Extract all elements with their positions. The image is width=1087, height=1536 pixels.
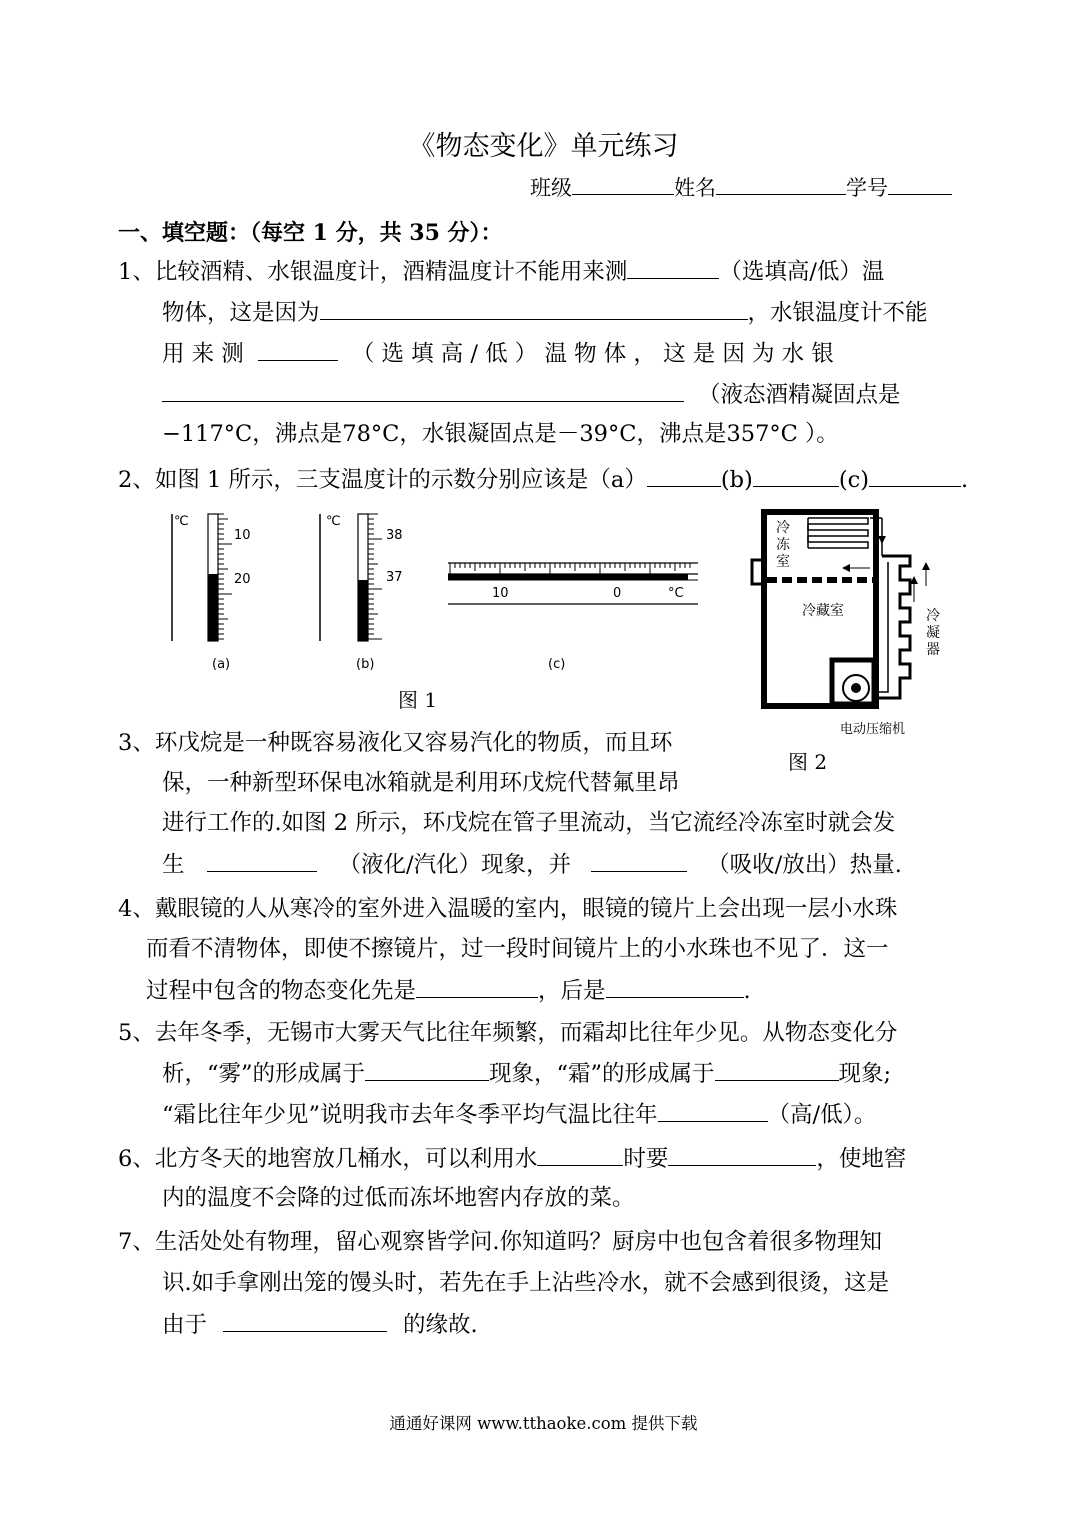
q3-blank-2[interactable]: [591, 849, 687, 872]
footer-credit: 通通好课网 www.tthaoke.com 提供下载: [389, 1414, 698, 1433]
therm-c-tick-0: 0: [613, 586, 622, 601]
compressor-label: 电动压缩机: [840, 722, 906, 737]
q5-blank-1[interactable]: [365, 1058, 489, 1081]
q6-line1: 6、北方冬天的地窖放几桶水，可以利用水 时要 ，使地窖: [118, 1143, 906, 1174]
q4-blank-2[interactable]: [606, 975, 744, 998]
q1-blank-4[interactable]: [162, 379, 684, 402]
q2-line: 2、如图 1 所示，三支温度计的示数分别应该是（a） (b) (c) .: [118, 464, 968, 495]
therm-c-tick-10: 10: [492, 586, 509, 601]
q1-line1: 1、比较酒精、水银温度计，酒精温度计不能用来测 （选填高/低）温: [118, 256, 884, 287]
q1-blank-1[interactable]: [627, 256, 719, 279]
q4-line3: 过程中包含的物态变化先是 ，后是 .: [146, 975, 751, 1006]
q5-blank-3[interactable]: [658, 1099, 768, 1122]
figure-2-caption: 图 2: [788, 750, 828, 774]
q7-line3: 由于 的缘故.: [162, 1309, 478, 1340]
q7-line2: 识.如手拿刚出笼的馒头时，若先在手上沾些冷水，就不会感到很烫，这是: [162, 1270, 890, 1296]
q3-line4: 生 （液化/汽化）现象，并 （吸收/放出）热量.: [162, 849, 902, 880]
name-label: 姓名: [674, 176, 716, 200]
freezer-label: 冷 冻 室: [776, 520, 790, 570]
q1-line3: 用 来 测 （ 选 填 高 / 低 ） 温 物 体 ， 这 是 因 为 水 银: [162, 338, 834, 369]
name-blank[interactable]: [716, 172, 846, 195]
q2-blank-c[interactable]: [869, 464, 961, 487]
therm-c-unit: °C: [668, 586, 684, 601]
page-title: 《物态变化》单元练习: [408, 131, 679, 162]
q5-blank-2[interactable]: [715, 1058, 839, 1081]
q6-blank-1[interactable]: [537, 1143, 623, 1166]
thermometer-b: [320, 514, 382, 641]
student-info: [530, 172, 952, 202]
q6-blank-2[interactable]: [668, 1143, 816, 1166]
q1-line4: （液态酒精凝固点是: [162, 379, 901, 410]
condenser-label: 冷 凝 器: [926, 608, 940, 658]
therm-a-tick-20: 20: [234, 572, 251, 587]
q1-line2: 物体，这是因为 ，水银温度计不能: [162, 297, 928, 328]
id-label: 学号: [846, 176, 888, 200]
therm-a-label: (a): [212, 657, 231, 672]
id-blank[interactable]: [888, 172, 952, 195]
q3-line3: 进行工作的.如图 2 所示，环戊烷在管子里流动，当它流经冷冻室时就会发: [162, 810, 896, 836]
therm-b-label: (b): [356, 657, 375, 672]
q7-blank-1[interactable]: [223, 1309, 387, 1332]
q3-blank-1[interactable]: [207, 849, 317, 872]
class-label: 班级: [530, 176, 572, 200]
q1-blank-2[interactable]: [320, 297, 748, 320]
q7-line1: 7、生活处处有物理，留心观察皆学问.你知道吗？厨房中也包含着很多物理知: [118, 1229, 882, 1255]
q5-line2: 析，“雾”的形成属于 现象，“霜”的形成属于 现象;: [162, 1058, 891, 1089]
therm-b-tick-38: 38: [386, 528, 403, 543]
figure-1-caption: 图 1: [398, 688, 438, 712]
therm-a-tick-10: 10: [234, 528, 251, 543]
therm-a-unit: ℃: [174, 514, 189, 529]
thermometer-a: [172, 514, 232, 641]
thermometer-c: [448, 563, 698, 604]
q4-line2: 而看不清物体，即使不擦镜片，过一段时间镜片上的小水珠也不见了．这一: [146, 936, 889, 962]
q1-blank-3[interactable]: [258, 338, 338, 361]
q1-line5: −117°C，沸点是78°C，水银凝固点是－39°C，沸点是357°C ）。: [162, 421, 839, 447]
q4-line1: 4、戴眼镜的人从寒冷的室外进入温暖的室内，眼镜的镜片上会出现一层小水珠: [118, 896, 898, 922]
fridge-label: 冷藏室: [802, 603, 844, 619]
therm-b-tick-37: 37: [386, 570, 403, 585]
q6-line2: 内的温度不会降的过低而冻坏地窖内存放的菜。: [162, 1185, 635, 1211]
q4-blank-1[interactable]: [416, 975, 538, 998]
q2-blank-a[interactable]: [647, 464, 721, 487]
section-heading: 一、填空题：（每空 1 分，共 35 分）：: [118, 220, 503, 246]
q3-line2: 保，一种新型环保电冰箱就是利用环戊烷代替氟里昂: [162, 770, 680, 796]
q5-line3: “霜比往年少见”说明我市去年冬季平均气温比往年 （高/低）。: [162, 1099, 876, 1130]
class-blank[interactable]: [572, 172, 674, 195]
q2-blank-b[interactable]: [753, 464, 839, 487]
therm-c-label: (c): [548, 657, 566, 672]
q3-line1: 3、环戊烷是一种既容易液化又容易汽化的物质，而且环: [118, 730, 673, 756]
q5-line1: 5、去年冬季，无锡市大雾天气比往年频繁，而霜却比往年少见。从物态变化分: [118, 1020, 898, 1046]
therm-b-unit: ℃: [326, 514, 341, 529]
